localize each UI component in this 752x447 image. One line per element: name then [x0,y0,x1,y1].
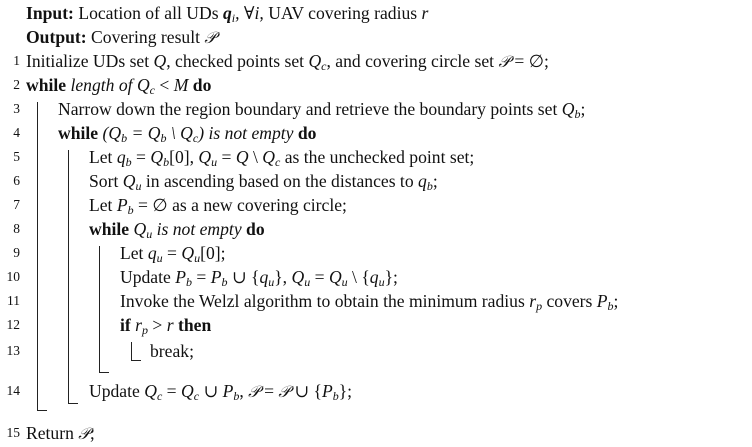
input-label: Input: [26,3,74,23]
line-number: 9 [13,245,20,260]
line-number: 10 [6,269,20,284]
line-number: 2 [13,77,20,92]
line-number: 4 [13,125,20,140]
line-number: 15 [6,425,20,440]
block-bar-if [131,342,132,360]
line-number: 8 [13,221,20,236]
input-text: Location of all UDs [78,3,219,23]
line-number: 11 [7,293,20,308]
output-text: Covering result [91,27,200,47]
block-bar-while-boundary [68,150,69,403]
line-number: 1 [13,53,20,68]
block-end-while-outer [37,410,47,411]
line-number: 14 [6,383,20,398]
block-bar-while-unchecked [99,246,100,372]
line-number: 6 [13,173,20,188]
block-end-while-boundary [68,403,78,404]
block-end-if [131,360,141,361]
algorithm-block: Input: Location of all UDs $q_i$, ∀i, UAV covering radius r Output: Covering result 𝒫 1 Initialize UDs set Q, checked points set $Q_c$, and covering circle set 𝒫 = ∅; 2 while length of $Q_c < M$ do 3 Narrow down the region boundary and retrieve the boundary points set $Q_b$; 4 while ($Q_b = Q_b$ \ $Q_c$) is not empty do 5 Let $q_b = Q_b[0]$, $Q_u = Q$ \ $Q_c$ as the unchecked point set; 6 Sort $Q_u$ in ascending based on the distances to $q_b$; 7 Let $P_b$ = ∅ as a new covering circle; 8 while $Q_u$ is not empty do 9 Let $q_u = Q_u[0]$; 10 Update $P_b = P_b$ ∪ $\{q_u\}$, $Q_u = Q_u$ \ $\{q_u\}$; 11 Invoke the Welzl algorithm to obtain the minimum radius $r_p$ covers $P_b$; 12 if $r_p > r$ then 13 break; 14 Update $Q_c = Q_c$ ∪ $P_b$, 𝒫 = 𝒫 ∪ $\{P_b\}$; 15 Return 𝒫; [0,0,752,442]
line-number: 3 [13,101,20,116]
line-number: 13 [6,343,20,358]
block-bar-while-outer [37,102,38,410]
line-number: 12 [6,317,20,332]
block-end-while-unchecked [99,372,109,373]
line-number: 5 [13,149,20,164]
output-label: Output: [26,27,87,47]
line-number: 7 [13,197,20,212]
